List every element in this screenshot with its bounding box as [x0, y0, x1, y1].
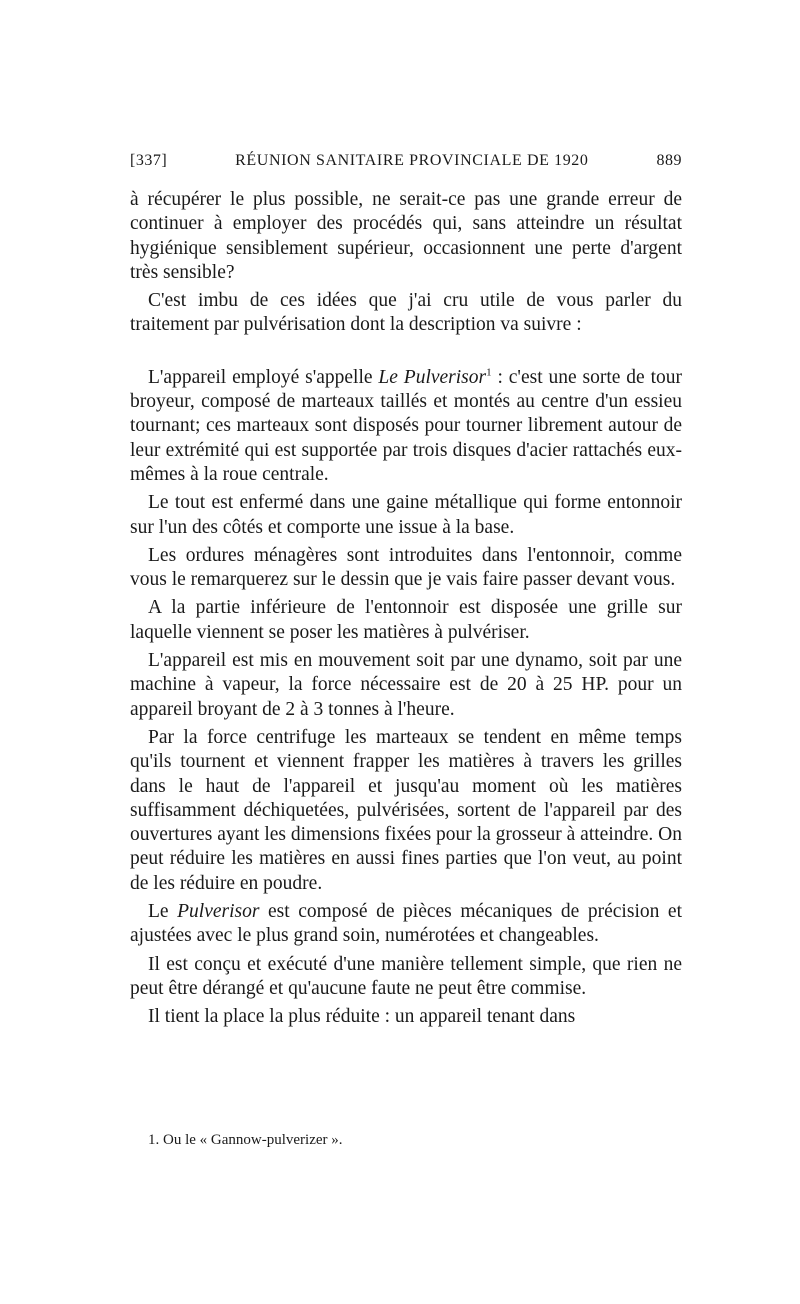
page-body: [130, 152, 682, 1034]
paragraph: C'est imbu de ces idées que j'ai cru utile de vous parler du traitement par pulvérisation dont la description va suivre :: [130, 290, 682, 336]
italic-name: Pulverisor: [177, 901, 260, 923]
footnote-marker: 1: [486, 366, 492, 379]
paragraph: Par la force centrifuge les marteaux se tendent en même temps qu'ils tournent et viennent frapper les matières à travers les grilles dans le haut de l'appareil et jusqu'au moment où les matières suffisamment déchiquetées, pulvérisées, sortent de l'appareil par des ouvertures ayant les dimensions fixées pour la grosseur à atteindre. On peut réduire les matières en aussi fines parties que l'on veut, au point de les réduire en poudre.: [130, 726, 682, 894]
paragraph: L'appareil employé s'appelle Le Pulverisor$^1$ : c'est une sorte de tour broyeur, composé de marteaux taillés et montés au centre d'un essieu tournant; ces marteaux sont disposés pour tourner librement autour de leur extrémité qui est supportée par trois disques d'acier rattachés eux-mêmes à la roue centrale.: [130, 366, 682, 485]
italic-name: Le Pulverisor: [378, 366, 487, 388]
footnote: 1. Ou le « Gannow-pulverizer ».: [148, 1132, 343, 1148]
page-number: 889: [656, 152, 682, 169]
running-title: RÉUNION SANITAIRE PROVINCIALE DE 1920: [235, 152, 589, 169]
paragraph: Le Pulverisor est composé de pièces mécaniques de précision et ajustées avec le plus grand soin, numérotées et changeables.: [130, 901, 682, 947]
paragraph: Le tout est enfermé dans une gaine métallique qui forme entonnoir sur l'un des côtés et comporte une issue à la base.: [130, 492, 682, 538]
paragraph: Les ordures ménagères sont introduites dans l'entonnoir, comme vous le remarquerez sur le dessin que je vais faire passer devant vous.: [130, 544, 682, 591]
paragraph: L'appareil est mis en mouvement soit par une dynamo, soit par une machine à vapeur, la force nécessaire est de 20 à 25 HP. pour un appareil broyant de 2 à 3 tonnes à l'heure.: [130, 650, 682, 720]
paragraph: à récupérer le plus possible, ne serait-ce pas une grande erreur de continuer à employer des procédés qui, sans atteindre un résultat hygiénique sensiblement supérieur, occasionnent une perte d'argent très sensible?: [130, 189, 682, 283]
paragraph: Il tient la place la plus réduite : un appareil tenant dans: [148, 1006, 576, 1028]
page-reference: [337]: [130, 152, 168, 169]
paragraph: A la partie inférieure de l'entonnoir est disposée une grille sur laquelle viennent se poser les matières à pulvériser.: [130, 597, 682, 643]
running-header: [130, 152, 682, 170]
paragraph: Il est conçu et exécuté d'une manière tellement simple, que rien ne peut être dérangé et qu'aucune faute ne peut être commise.: [130, 953, 682, 999]
